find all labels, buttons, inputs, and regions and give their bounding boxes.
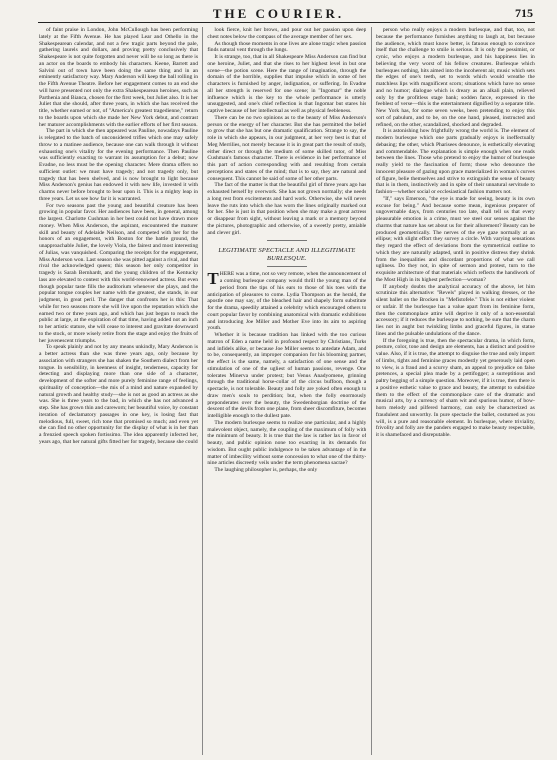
column-1 xyxy=(39,27,198,755)
column-divider xyxy=(202,27,203,755)
page-number: 715 xyxy=(515,6,533,20)
paragraph: look fierce, knit her brows, and pour out her passion upon deep chest notes below the compass of the average member of her sex. xyxy=(207,27,367,40)
drop-cap: T xyxy=(207,269,219,289)
paragraph: If the foregoing is true, then the spectacular drama, in which form, posture, color, tone and design are elements, has a distinct and positive value. Also, if it is true, the attempt to disguise the true and only import of limbs, tights and feminine graces modestly yet generously laid open to view, is a fraud and a scurvy sham, an appeal to prejudice on false pretences, a special plea made by a pettifogger; a surreptitious and paltry begging of a simple question. Moreover, if it is true, then there is a positive esthetic value to grace and beauty, the attempt to subsidize them to the effect of the commonplace care of the dramatic and musical arts, by a currency of sham wit and spurious humor, of bow-horn melody and pilfered harmony, can only be characterized as fraudulent and unworthy. In pure spectacle the ballet, costumed as you will, is a pure and reasonable element. In burlesque, where triviality, frivolity and folly are the panders engaged to make beauty respectable, it is shamefaced and disreputable. xyxy=(375,337,535,438)
paragraph: The laughing philosopher is, perhaps, the only xyxy=(214,467,318,473)
paragraph: person who really enjoys a modern burlesque, and that, too, not because the performance furnishes anything to laugh at, but because the audience, which must know better, is fatuous enough to convince itself that the challenge to smile is serious. It is only the pessimist, or cynic, who enjoys a modern burlesque, and his happiness lies in believing the very worst of his fellow creatures. Burlesque which burlesques nothing, hits aimed into the incoherent air, music which sets the edges of one's teeth, set to words which would wreathe the matchless lips with magnificent scorn; situations which have no sense and no humor; dialogue which is dreary as an alkali plain, relieved only by the profitless stage bank; sodden farce, expressed in the feeblest of verse—this is the entertainment dignified by a separate title. New York has, for some seven weeks, been pretending to enjoy this sort of pabulum, and to be, on the one hand, pleased, instructed and refined, on the other, scandalized, shocked and degraded. xyxy=(375,27,535,128)
paragraph: It is strange, too, that in all Shakespeare Miss Anderson can find but one heroine, Juliet, and that she rises to her highest level in but one scene—the potion scene. Here the range of imagination, through the domain of the horrible, supplies that impulse which in some of her characters is furnished by anger, indignation, or suffering. In Evadne all her strength is reserved for one scene; in "Ingomar" the noble influence which is the key to the whole performance is utterly unsuggested, and one's chief reflection is that Ingomar but stares his captive because of her intellectual as well as physical feebleness. xyxy=(207,54,367,114)
section-headline: LEGITIMATE SPECTACLE AND ILLEGITIMATE BURLESQUE. xyxy=(218,247,356,262)
paragraph: of faint praise in London, John McCullough has been performing lately at the Fifth Avenue. He has played Lear and Othello in the Shakespearean calendar, and not a few tragic parts beyond the pale, gathering laurels and dollars, and proving pretty conclusively that Shakespeare is not quite forgotten and never will be so long as there is an actor on the boards to embody his characters. Keene, Barrett and Salvini out of town have been doing the same thing and in an eminently satisfactory way. Mary Anderson will keep the ball rolling in the Fifth Avenue Theatre. Before her engagement comes to an end she will have presented not only the extra Shakespearean heroines, such as Parthenia and Bianca, chosen for the first week, but Juliet also. It is her Juliet that she should, after three years, in which she has received the title, whether earned or not, of "America's greatest tragedienne," return to the boards upon which she made her New York debut, and contrast her maturer accomplishments with the earlier efforts of her first season. xyxy=(39,27,198,128)
paragraph: If anybody doubts the analytical accuracy of the above, let him scrutinize this alternative: "Revels" played in walking dresses, or the silent ballet on the Brocken in "Mefistofele." This is not either violent or unfair. If the burlesque has a value apart from its feminine form, then the commonplace attire will deprive it only of a non-essential accessory; if it reduces the burlesque to nothing, be sure that the charm lies not in aught but twinkling limbs and graceful figures, in statue lines and the pulsable undulations of the dance. xyxy=(375,283,535,337)
column-3 xyxy=(376,27,535,755)
lead-paragraph-text: HERE was a time, not so very remote, when the announcement of a coming burlesque company would thrill the young man of the period from the tips of his ears to those of his toes with the anticipation of pleasures to come. Lydia Thompson as the herald, the apostle one may say, of the bleached hair and shapely form substitute for the drama, speedily attained a celebrity which encouraged others to court popular favor by combining anatomical with dramatic exhibitions and introducing Joe Miller and Mother Eve into its aim to aspiring youth. xyxy=(207,271,367,332)
paragraph: Whether it is because tradition has linked with the too curious matron of Eden a name held in profound respect by Christians, Turks and infidels alike, or because Joe Miller seems to antedate Adam, and to be, consequently, an improper companion for his blooming partner, the effect is the same, namely, a satisfaction of one sense and the stimulation of one of the ugliest of human passions, revenge. One tolerates Minerva under protest; but Venus Anadyomene, grinning through the traditional horse-collar of the circus buffoon, though a spectacle, is not tolerable. Beauty and folly are yoked often enough to draw men's souls to perdition; but, when the folly enormously preponderates over the beauty, the Swedenborgian doctrine of the descent of the devils from one plane, from sheer discomfiture, becomes intelligible enough to the dullest pate. xyxy=(207,332,367,419)
paragraph: The part in which she then appeared was Pauline, nowadays Pauline is relegated to the batch of unconsidered trifles which one may safely throw to a matinee audience, because one can walk through it without exhausting one's vitality for the evening performance. Then Pauline was sufficiently exacting to warrant its assumption for a debut; now Evadne, no less must be the opening character. Mere drama offers no sufficient outlet: we must have tragedy; and not tragedy only, but tragedy that has been shelved, and is now brought to light because Miss Anderson's genius has endowed it with new life, invested it with charms never before brought to bear upon it. This is a mighty leap in three years. Let us see how far it is warranted. xyxy=(39,128,198,202)
lead-paragraph xyxy=(207,271,366,332)
paragraph: For two seasons past the young and beautiful creature has been growing in popular favor. Her audiences have been, in general, among the largest. Charlotte Cushman in her best could not have drawn more money. When Miss Anderson, the aspirant, encountered the maturer skill and beauty of Adelaide Neilson, and competed with her for the honors of an engagement, with Boston for the battle ground, the unapproachable Juliet, the lovely Viola, the fairest and most interesting of Julias, was vanquished. Comparing the receipts for the engagement, Miss Anderson won. Last season she was pitted against a rival, and that rival the acknowledged queen; this season her only competitor in tragedy is Sarah Bernhardt, and the young children of the Kentucky lass are elevated to contest with this world-renowned actress. But even though popular taste fills the auditorium whenever she plays, and the popular tongue couples her name with the greatest, she stands, in our judgment, in great peril. The danger that confronts her is this: That while for two seasons more she will live upon the reputation which she earned two or three years ago, and which has just begun to reach the public at large, at the expiration of that time, having added not an inch to her artistic stature, she will cease to interest and gravitate downward to the stock, or more wisely retire from the stage and enjoy the fruits of her juvenescent triumphs. xyxy=(39,202,198,344)
paragraph: As though those moments in one lives are alone tragic when passion finds natural vent through the lungs. xyxy=(207,40,367,54)
paragraph: "If," says Emerson, "the eye is made for seeing, beauty is its own excuse for being." And because some mean, ingenious preparer of ungovernable days, from centuries too late, shall tell us that every pleasurable emotion is a crime, must we steel our senses against the charms that nature has set about us for their allurement? Beauty can be produced geometrically. The nerves of the eye gaze normally at an ellipse; with slight effort they survey a circle. With varying sensations they regard the effect of deviations from the symmetrical outline to which they are naturally adapted, until in positive distress they shrink from the inequalities and discordant proportions of what we call ugliness. Do they not, in spite of sermon and protest, turn to the exquisite architecture of that materials which reflects the handiwork of the Most High in its highest perfection—woman? xyxy=(375,195,535,283)
section-divider xyxy=(267,266,307,267)
masthead-rule xyxy=(38,22,535,23)
article-columns xyxy=(39,27,535,755)
section-divider xyxy=(267,240,307,241)
paragraph: There can be no two opinions as to the beauty of Miss Anderson's person or the energy of her character. But she has permitted the belief to grow that she has but one dramatic qualification. Strange to say, the role in which she appears, in our judgment, at her very best is that of Meg Merrilies, not merely because it is in great part the result of study, either direct or through the medium of some skilled tutor, of Miss Cushman's famous character. There is evidence in her performance of this part of action corresponding with and resulting from certain perceptions and states of the mind; that is to say, they are natural and consequent. This cannot be said of some of her other parts. xyxy=(207,114,367,182)
paragraph: The fact of the matter is that the beautiful girl of three years ago has exhausted herself by overwork. She has not grown normally; she needs a long rest from excitements and hard work. Otherwise, she will never leave the ruts into which she has worn the lines originally marked out for her. She is just in that position when she may make a great actress or disappear from sight, without leaving a mark or a memory beyond the pictures, photographic and otherwise, of a sweetly pretty, amiable and clever girl. xyxy=(207,182,367,236)
masthead xyxy=(0,6,557,22)
column-2 xyxy=(207,27,366,755)
masthead-title: THE COURIER. xyxy=(212,6,345,21)
paragraph: The modern burlesque seems to realize one particular, and a highly malevolent object, namely, the coupling of the maximum of folly with the minimum of beauty. It is true that the law is rather lax in favor of beauty, and public opinion none too exacting in its demands for wisdom. But ought public indulgence to be taken advantage of in the matter of imbecility without some concession to what one of the thirty-nine articles discreetly veils under the term phenomena sacrae? xyxy=(207,419,367,467)
paragraph: It is astonishing how frightfully wrong the world is. The element of modern burlesque which one parts gradually enjoys is ineffectually debasing; the other, which Pharisees denounce, is esthetically elevating and commendable. The explanation is simple enough when one reads between the lines. Those who pretend to enjoy the humor of burlesque really yield to the fascination of form; those who denounce the innocent pleasure of gazing upon grace materialized in woman's curves of figure, belie themselves and strive to extinguish the sense of beauty that is in them, instinctively and in spite of their unnatural servitude to fashion—whether social or ecclesiastical fashion matters not. xyxy=(375,128,535,195)
paragraph: To speak plainly and not by any means unkindly, Mary Anderson is a better actress than she was three years ago, only because by association with strangers she has shaken the Southern dialect from her tongue. In sensibility, in keenness of insight, tenderness, capacity for detecting and displaying more than one side of a character, development of the softer and more purely feminine range of feelings, spirituality of conception—the mis of a mind and nature expanded by natural growth and healthy study—she is not as good an actress as she was. She is three years to the bad, in which she has not advanced a step. She has grown thin and careworn; her beautiful voice, by constant iteration of declamatory passages in one key, is losing fast that melodious, full, sweet, rich tone that promised so much; and even yet she can find no other opportunity for the display of what is in her than a frenzied speech spoken fortissimo. The idea apparently infected her, years ago, that her natural gifts fitted her for tragedy, because she could xyxy=(39,344,198,445)
column-divider xyxy=(371,27,372,755)
